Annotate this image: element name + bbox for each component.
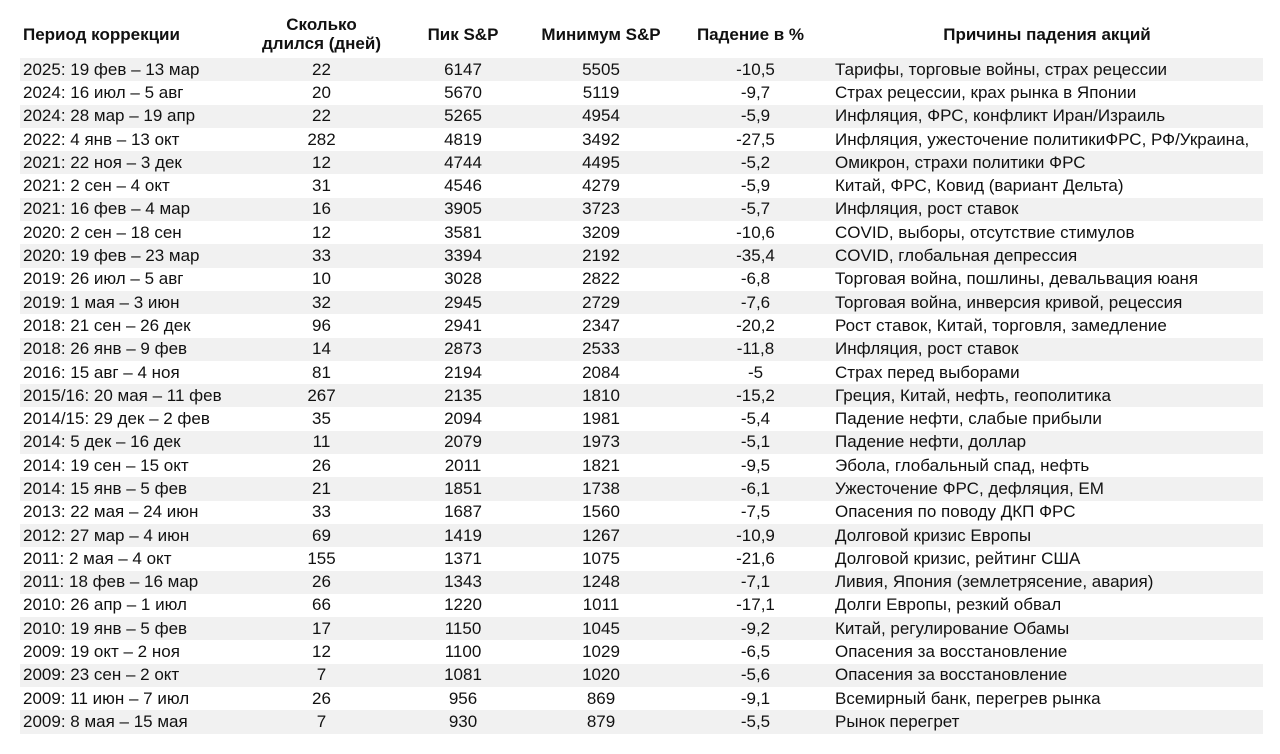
- table-row: [20, 268, 1263, 291]
- cell-duration: 32: [249, 291, 394, 314]
- cell-peak: 3394: [394, 244, 532, 267]
- cell-duration: 155: [249, 547, 394, 570]
- cell-reasons: Инфляция, рост ставок: [831, 198, 1263, 221]
- table-row: [20, 431, 1263, 454]
- cell-period: 2010: 19 янв – 5 фев: [20, 617, 249, 640]
- table-row: [20, 477, 1263, 500]
- cell-period: 2024: 28 мар – 19 апр: [20, 105, 249, 128]
- table-row: [20, 361, 1263, 384]
- cell-min: 1029: [532, 640, 670, 663]
- cell-reasons: Страх рецессии, крах рынка в Японии: [831, 81, 1263, 104]
- cell-period: 2020: 19 фев – 23 мар: [20, 244, 249, 267]
- cell-drop: -10,5: [670, 58, 831, 81]
- cell-period: 2021: 16 фев – 4 мар: [20, 198, 249, 221]
- cell-drop: -7,5: [670, 501, 831, 524]
- cell-drop: -5,6: [670, 664, 831, 687]
- cell-peak: 2194: [394, 361, 532, 384]
- cell-duration: 12: [249, 151, 394, 174]
- cell-reasons: Ливия, Япония (землетрясение, авария): [831, 571, 1263, 594]
- header-row: [20, 10, 1263, 58]
- cell-peak: 2094: [394, 407, 532, 430]
- cell-drop: -5,7: [670, 198, 831, 221]
- cell-drop: -10,6: [670, 221, 831, 244]
- cell-reasons: Ужесточение ФРС, дефляция, EM: [831, 477, 1263, 500]
- cell-peak: 1851: [394, 477, 532, 500]
- cell-peak: 6147: [394, 58, 532, 81]
- cell-reasons: COVID, глобальная депрессия: [831, 244, 1263, 267]
- cell-min: 5119: [532, 81, 670, 104]
- table-row: [20, 524, 1263, 547]
- cell-duration: 267: [249, 384, 394, 407]
- cell-period: 2013: 22 мая – 24 июн: [20, 501, 249, 524]
- cell-min: 3209: [532, 221, 670, 244]
- cell-reasons: Долговой кризис, рейтинг США: [831, 547, 1263, 570]
- cell-peak: 3028: [394, 268, 532, 291]
- cell-duration: 17: [249, 617, 394, 640]
- cell-period: 2019: 26 июл – 5 авг: [20, 268, 249, 291]
- cell-drop: -6,1: [670, 477, 831, 500]
- cell-period: 2014/15: 29 дек – 2 фев: [20, 407, 249, 430]
- cell-reasons: Инфляция, рост ставок: [831, 338, 1263, 361]
- cell-duration: 35: [249, 407, 394, 430]
- cell-period: 2022: 4 янв – 13 окт: [20, 128, 249, 151]
- cell-reasons: Торговая война, инверсия кривой, рецессия: [831, 291, 1263, 314]
- cell-period: 2021: 2 сен – 4 окт: [20, 174, 249, 197]
- cell-period: 2018: 21 сен – 26 дек: [20, 314, 249, 337]
- cell-min: 1560: [532, 501, 670, 524]
- table-row: [20, 198, 1263, 221]
- cell-min: 1738: [532, 477, 670, 500]
- table-row: [20, 594, 1263, 617]
- cell-reasons: Опасения за восстановление: [831, 640, 1263, 663]
- cell-period: 2009: 23 сен – 2 окт: [20, 664, 249, 687]
- cell-period: 2011: 2 мая – 4 окт: [20, 547, 249, 570]
- cell-duration: 20: [249, 81, 394, 104]
- cell-drop: -15,2: [670, 384, 831, 407]
- cell-duration: 7: [249, 664, 394, 687]
- table-row: [20, 687, 1263, 710]
- cell-reasons: Долговой кризис Европы: [831, 524, 1263, 547]
- header-drop: Падение в %: [696, 24, 805, 44]
- cell-reasons: Опасения за восстановление: [831, 664, 1263, 687]
- cell-drop: -5,5: [670, 710, 831, 733]
- cell-peak: 1100: [394, 640, 532, 663]
- cell-min: 2192: [532, 244, 670, 267]
- cell-min: 4495: [532, 151, 670, 174]
- cell-min: 1248: [532, 571, 670, 594]
- cell-min: 1810: [532, 384, 670, 407]
- cell-drop: -9,7: [670, 81, 831, 104]
- cell-min: 1020: [532, 664, 670, 687]
- cell-drop: -11,8: [670, 338, 831, 361]
- cell-peak: 1343: [394, 571, 532, 594]
- cell-peak: 930: [394, 710, 532, 733]
- cell-drop: -27,5: [670, 128, 831, 151]
- cell-drop: -17,1: [670, 594, 831, 617]
- cell-peak: 4744: [394, 151, 532, 174]
- cell-duration: 12: [249, 640, 394, 663]
- cell-drop: -20,2: [670, 314, 831, 337]
- cell-period: 2019: 1 мая – 3 июн: [20, 291, 249, 314]
- cell-duration: 10: [249, 268, 394, 291]
- cell-min: 879: [532, 710, 670, 733]
- cell-period: 2025: 19 фев – 13 мар: [20, 58, 249, 81]
- cell-drop: -5,1: [670, 431, 831, 454]
- cell-min: 2533: [532, 338, 670, 361]
- table-row: [20, 501, 1263, 524]
- cell-duration: 11: [249, 431, 394, 454]
- header-duration: [249, 10, 394, 58]
- table-row: [20, 617, 1263, 640]
- cell-reasons: Рост ставок, Китай, торговля, замедление: [831, 314, 1263, 337]
- cell-duration: 96: [249, 314, 394, 337]
- table-row: [20, 221, 1263, 244]
- cell-period: 2009: 19 окт – 2 ноя: [20, 640, 249, 663]
- table-row: [20, 338, 1263, 361]
- cell-period: 2020: 2 сен – 18 сен: [20, 221, 249, 244]
- cell-drop: -9,2: [670, 617, 831, 640]
- corrections-table: [20, 10, 1263, 734]
- cell-reasons: Инфляция, ФРС, конфликт Иран/Израиль: [831, 105, 1263, 128]
- cell-reasons: Греция, Китай, нефть, геополитика: [831, 384, 1263, 407]
- cell-reasons: Падение нефти, доллар: [831, 431, 1263, 454]
- cell-min: 1973: [532, 431, 670, 454]
- cell-duration: 12: [249, 221, 394, 244]
- cell-drop: -5,2: [670, 151, 831, 174]
- cell-drop: -5,9: [670, 174, 831, 197]
- cell-reasons: COVID, выборы, отсутствие стимулов: [831, 221, 1263, 244]
- cell-peak: 1220: [394, 594, 532, 617]
- cell-period: 2014: 5 дек – 16 дек: [20, 431, 249, 454]
- cell-period: 2011: 18 фев – 16 мар: [20, 571, 249, 594]
- table-body: [20, 58, 1263, 734]
- cell-min: 4279: [532, 174, 670, 197]
- cell-peak: 3905: [394, 198, 532, 221]
- cell-peak: 3581: [394, 221, 532, 244]
- cell-reasons: Омикрон, страхи политики ФРС: [831, 151, 1263, 174]
- cell-duration: 14: [249, 338, 394, 361]
- cell-period: 2009: 11 июн – 7 июл: [20, 687, 249, 710]
- cell-min: 1045: [532, 617, 670, 640]
- cell-reasons: Китай, ФРС, Ковид (вариант Дельта): [831, 174, 1263, 197]
- table-row: [20, 314, 1263, 337]
- cell-duration: 69: [249, 524, 394, 547]
- cell-peak: 5670: [394, 81, 532, 104]
- cell-drop: -10,9: [670, 524, 831, 547]
- cell-peak: 1687: [394, 501, 532, 524]
- header-reasons: Причины падения акций: [943, 24, 1151, 44]
- cell-min: 1981: [532, 407, 670, 430]
- cell-drop: -5,9: [670, 105, 831, 128]
- cell-min: 869: [532, 687, 670, 710]
- cell-duration: 282: [249, 128, 394, 151]
- header-duration-line1: Сколько: [286, 15, 357, 34]
- cell-drop: -9,5: [670, 454, 831, 477]
- cell-peak: 2873: [394, 338, 532, 361]
- cell-min: 2084: [532, 361, 670, 384]
- cell-duration: 22: [249, 58, 394, 81]
- cell-drop: -7,1: [670, 571, 831, 594]
- table-row: [20, 105, 1263, 128]
- table-row: [20, 81, 1263, 104]
- cell-duration: 31: [249, 174, 394, 197]
- cell-reasons: Долги Европы, резкий обвал: [831, 594, 1263, 617]
- cell-peak: 5265: [394, 105, 532, 128]
- cell-period: 2012: 27 мар – 4 июн: [20, 524, 249, 547]
- table-row: [20, 291, 1263, 314]
- cell-period: 2009: 8 мая – 15 мая: [20, 710, 249, 733]
- cell-period: 2015/16: 20 мая – 11 фев: [20, 384, 249, 407]
- cell-reasons: Тарифы, торговые войны, страх рецессии: [831, 58, 1263, 81]
- cell-period: 2018: 26 янв – 9 фев: [20, 338, 249, 361]
- cell-min: 5505: [532, 58, 670, 81]
- table-row: [20, 128, 1263, 151]
- cell-peak: 1081: [394, 664, 532, 687]
- table-row: [20, 407, 1263, 430]
- cell-peak: 4819: [394, 128, 532, 151]
- table-row: [20, 174, 1263, 197]
- cell-duration: 33: [249, 501, 394, 524]
- cell-min: 4954: [532, 105, 670, 128]
- table-row: [20, 664, 1263, 687]
- cell-reasons: Страх перед выборами: [831, 361, 1263, 384]
- cell-period: 2021: 22 ноя – 3 дек: [20, 151, 249, 174]
- cell-min: 2347: [532, 314, 670, 337]
- cell-min: 1267: [532, 524, 670, 547]
- cell-drop: -5,4: [670, 407, 831, 430]
- table-row: [20, 454, 1263, 477]
- table-header: [20, 10, 1263, 58]
- cell-peak: 2945: [394, 291, 532, 314]
- cell-duration: 26: [249, 454, 394, 477]
- cell-drop: -5: [670, 361, 831, 384]
- cell-reasons: Инфляция, ужесточение политикиФРС, РФ/Украина,: [831, 128, 1263, 151]
- cell-peak: 1419: [394, 524, 532, 547]
- cell-min: 1011: [532, 594, 670, 617]
- cell-duration: 26: [249, 687, 394, 710]
- cell-min: 3723: [532, 198, 670, 221]
- cell-min: 1821: [532, 454, 670, 477]
- cell-drop: -21,6: [670, 547, 831, 570]
- table-row: [20, 710, 1263, 733]
- cell-peak: 4546: [394, 174, 532, 197]
- cell-reasons: Всемирный банк, перегрев рынка: [831, 687, 1263, 710]
- cell-period: 2024: 16 июл – 5 авг: [20, 81, 249, 104]
- cell-period: 2010: 26 апр – 1 июл: [20, 594, 249, 617]
- header-duration-line2: длился (дней): [262, 34, 381, 53]
- cell-period: 2016: 15 авг – 4 ноя: [20, 361, 249, 384]
- header-min: Минимум S&P: [541, 24, 661, 44]
- cell-period: 2014: 15 янв – 5 фев: [20, 477, 249, 500]
- header-period: Период коррекции: [23, 24, 180, 44]
- table-row: [20, 384, 1263, 407]
- cell-peak: 2011: [394, 454, 532, 477]
- cell-peak: 2079: [394, 431, 532, 454]
- cell-drop: -6,8: [670, 268, 831, 291]
- cell-duration: 81: [249, 361, 394, 384]
- table-row: [20, 571, 1263, 594]
- cell-duration: 22: [249, 105, 394, 128]
- cell-period: 2014: 19 сен – 15 окт: [20, 454, 249, 477]
- cell-duration: 7: [249, 710, 394, 733]
- table-row: [20, 58, 1263, 81]
- cell-min: 2729: [532, 291, 670, 314]
- cell-peak: 956: [394, 687, 532, 710]
- cell-peak: 1371: [394, 547, 532, 570]
- cell-duration: 33: [249, 244, 394, 267]
- cell-duration: 26: [249, 571, 394, 594]
- cell-drop: -35,4: [670, 244, 831, 267]
- cell-reasons: Эбола, глобальный спад, нефть: [831, 454, 1263, 477]
- table-row: [20, 547, 1263, 570]
- cell-min: 2822: [532, 268, 670, 291]
- cell-reasons: Падение нефти, слабые прибыли: [831, 407, 1263, 430]
- cell-duration: 21: [249, 477, 394, 500]
- cell-reasons: Рынок перегрет: [831, 710, 1263, 733]
- cell-drop: -7,6: [670, 291, 831, 314]
- cell-reasons: Китай, регулирование Обамы: [831, 617, 1263, 640]
- header-peak: Пик S&P: [427, 24, 499, 44]
- cell-min: 3492: [532, 128, 670, 151]
- cell-duration: 66: [249, 594, 394, 617]
- table-row: [20, 151, 1263, 174]
- table-row: [20, 640, 1263, 663]
- cell-peak: 1150: [394, 617, 532, 640]
- cell-drop: -6,5: [670, 640, 831, 663]
- cell-reasons: Опасения по поводу ДКП ФРС: [831, 501, 1263, 524]
- table-row: [20, 244, 1263, 267]
- cell-peak: 2941: [394, 314, 532, 337]
- cell-peak: 2135: [394, 384, 532, 407]
- cell-duration: 16: [249, 198, 394, 221]
- cell-min: 1075: [532, 547, 670, 570]
- cell-drop: -9,1: [670, 687, 831, 710]
- cell-reasons: Торговая война, пошлины, девальвация юаня: [831, 268, 1263, 291]
